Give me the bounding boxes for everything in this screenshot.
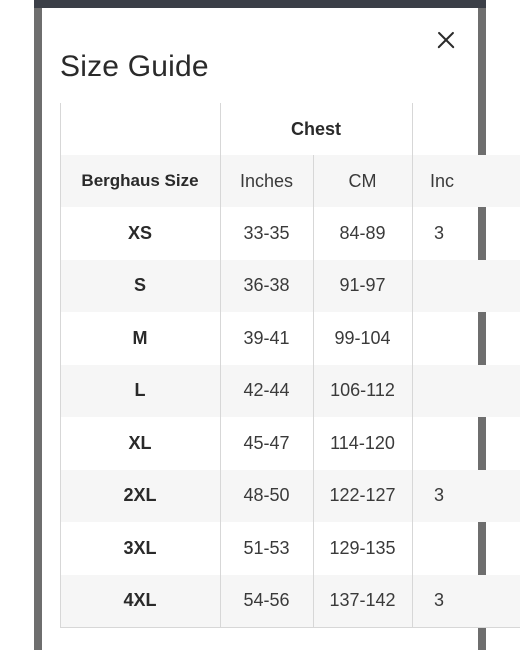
modal-title: Size Guide bbox=[60, 50, 209, 83]
chest-inches-cell: 45-47 bbox=[243, 432, 290, 453]
size-table-scroll[interactable] bbox=[60, 103, 455, 628]
header-empty-cell bbox=[60, 103, 220, 155]
close-icon[interactable] bbox=[432, 26, 460, 54]
page-backdrop-top bbox=[34, 0, 486, 8]
size-cell: L bbox=[134, 380, 146, 401]
next-column-cell bbox=[412, 365, 520, 418]
table-left-border bbox=[60, 103, 61, 628]
column-divider bbox=[313, 155, 314, 628]
chest-inches-cell: 36-38 bbox=[243, 275, 290, 296]
chest-cm-cell: 137-142 bbox=[329, 590, 396, 611]
chest-inches-cell: 33-35 bbox=[243, 222, 290, 243]
next-column-cell: 3 bbox=[434, 590, 445, 611]
next-column-cell bbox=[412, 312, 520, 365]
chest-cm-cell: 99-104 bbox=[334, 327, 391, 348]
next-column-cell bbox=[412, 522, 520, 575]
column-header-next-inches: Inc bbox=[430, 170, 455, 191]
size-table bbox=[60, 103, 520, 628]
chest-inches-cell: 48-50 bbox=[243, 485, 290, 506]
size-cell: XS bbox=[127, 222, 152, 243]
chest-inches-cell: 54-56 bbox=[243, 590, 290, 611]
column-header-cm: CM bbox=[348, 170, 377, 191]
chest-group-header: Chest bbox=[290, 118, 341, 139]
column-divider bbox=[412, 103, 413, 628]
next-column-cell: 3 bbox=[434, 485, 445, 506]
size-cell: M bbox=[132, 327, 148, 348]
chest-inches-cell: 42-44 bbox=[243, 380, 290, 401]
column-header-size: Berghaus Size bbox=[81, 171, 199, 190]
size-cell: 3XL bbox=[123, 537, 157, 558]
next-column-cell bbox=[412, 417, 520, 470]
table-bottom-border bbox=[60, 627, 520, 628]
chest-cm-cell: 106-112 bbox=[330, 380, 395, 401]
chest-inches-cell: 51-53 bbox=[243, 537, 290, 558]
size-cell: XL bbox=[128, 432, 152, 453]
next-column-cell: 3 bbox=[434, 222, 445, 243]
chest-inches-cell: 39-41 bbox=[243, 327, 290, 348]
column-divider bbox=[220, 103, 221, 628]
chest-cm-cell: 84-89 bbox=[339, 222, 386, 243]
size-cell: S bbox=[133, 275, 146, 296]
chest-cm-cell: 129-135 bbox=[329, 537, 396, 558]
chest-cm-cell: 91-97 bbox=[339, 275, 386, 296]
size-cell: 2XL bbox=[123, 485, 157, 506]
chest-cm-cell: 114-120 bbox=[330, 432, 395, 453]
chest-cm-cell: 122-127 bbox=[329, 485, 396, 506]
size-cell: 4XL bbox=[123, 590, 157, 611]
column-header-inches: Inches bbox=[239, 170, 294, 191]
next-column-cell bbox=[412, 260, 520, 313]
